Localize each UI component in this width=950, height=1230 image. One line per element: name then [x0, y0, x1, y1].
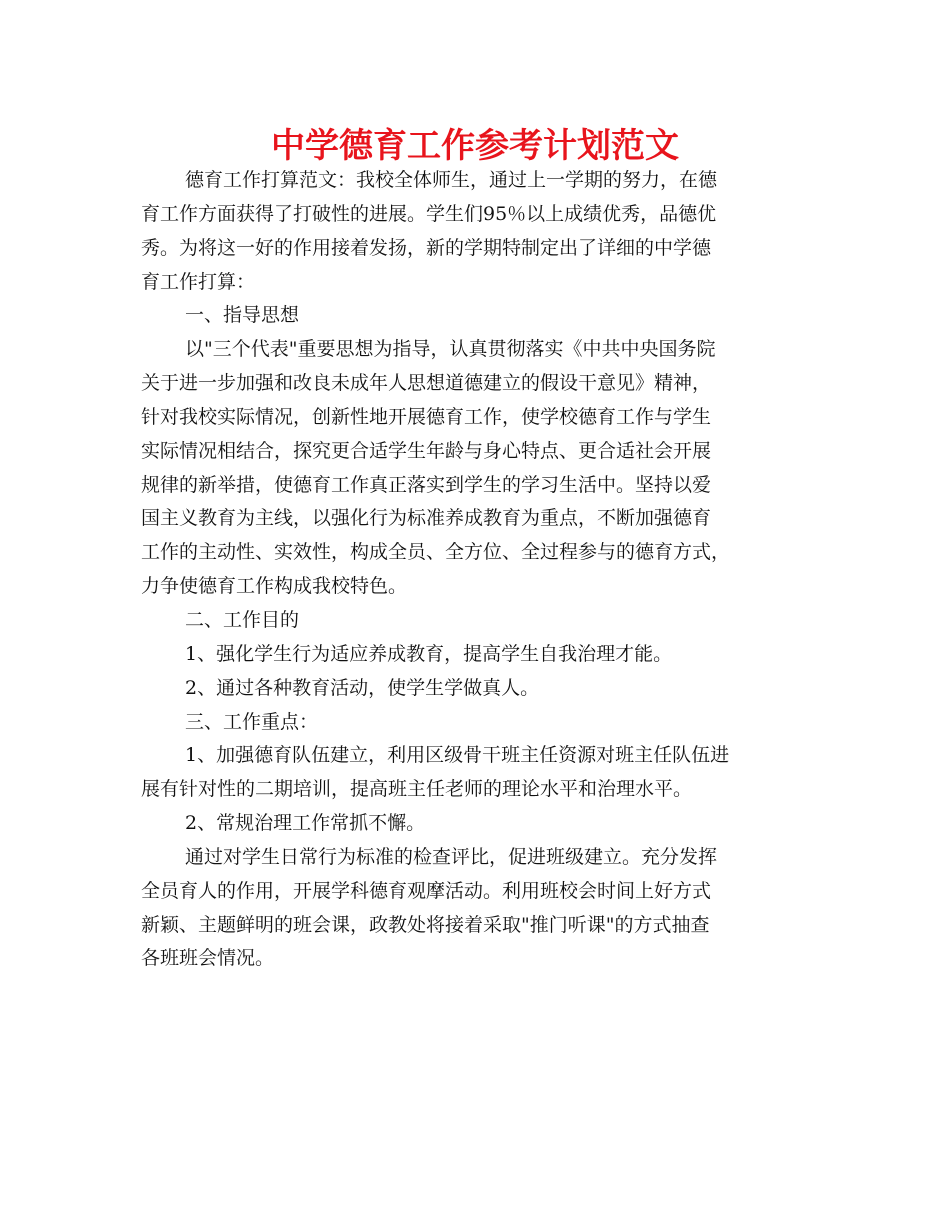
paragraph-line: 工作的主动性、实效性，构成全员、全方位、全过程参与的德育方式，: [141, 541, 731, 564]
section-heading: 一、指导思想: [185, 304, 300, 327]
section-heading: 二、工作目的: [185, 608, 300, 631]
section-heading: 三、工作重点：: [185, 710, 319, 733]
paragraph-line: 国主义教育为主线，以强化行为标准养成教育为重点，不断加强德育: [141, 507, 712, 530]
paragraph-line: 育工作打算：: [141, 270, 256, 293]
paragraph-line: 育工作方面获得了打破性的进展。学生们95％以上成绩优秀，品德优: [141, 202, 717, 225]
paragraph-line: 关于进一步加强和改良未成年人思想道德建立的假设干意见》精神，: [141, 372, 712, 395]
list-item: 2、常规治理工作常抓不懈。: [185, 812, 426, 835]
paragraph-line: 通过对学生日常行为标准的检查评比，促进班级建立。充分发挥: [185, 845, 718, 868]
paragraph-line: 展有针对性的二期培训，提高班主任老师的理论水平和治理水平。: [141, 778, 693, 801]
paragraph-line: 以"三个代表"重要思想为指导，认真贯彻落实《中共中央国务院: [185, 338, 716, 361]
paragraph-line: 新颖、主题鲜明的班会课，政教处将接着采取"推门听课"的方式抽查: [141, 913, 710, 936]
paragraph-line: 针对我校实际情况，创新性地开展德育工作，使学校德育工作与学生: [141, 405, 712, 428]
list-item: 1、加强德育队伍建立，利用区级骨干班主任资源对班主任队伍进: [185, 744, 730, 767]
paragraph-line: 各班班会情况。: [141, 947, 275, 970]
paragraph-line: 规律的新举措，使德育工作真正落实到学生的学习生活中。坚持以爱: [141, 473, 712, 496]
list-item: 2、通过各种教育活动，使学生学做真人。: [185, 676, 540, 699]
paragraph-line: 德育工作打算范文：我校全体师生，通过上一学期的努力，在德: [185, 169, 718, 191]
paragraph-line: 秀。为将这一好的作用接着发扬，新的学期特制定出了详细的中学德: [141, 236, 712, 259]
paragraph-line: 力争使德育工作构成我校特色。: [141, 575, 408, 598]
document-title: 中学德育工作参考计划范文: [271, 126, 679, 166]
paragraph-line: 实际情况相结合，探究更合适学生年龄与身心特点、更合适社会开展: [141, 439, 712, 462]
paragraph-line: 全员育人的作用，开展学科德育观摩活动。利用班校会时间上好方式: [141, 879, 712, 902]
document-body: [141, 164, 831, 976]
list-item: 1、强化学生行为适应养成教育，提高学生自我治理才能。: [185, 642, 673, 665]
